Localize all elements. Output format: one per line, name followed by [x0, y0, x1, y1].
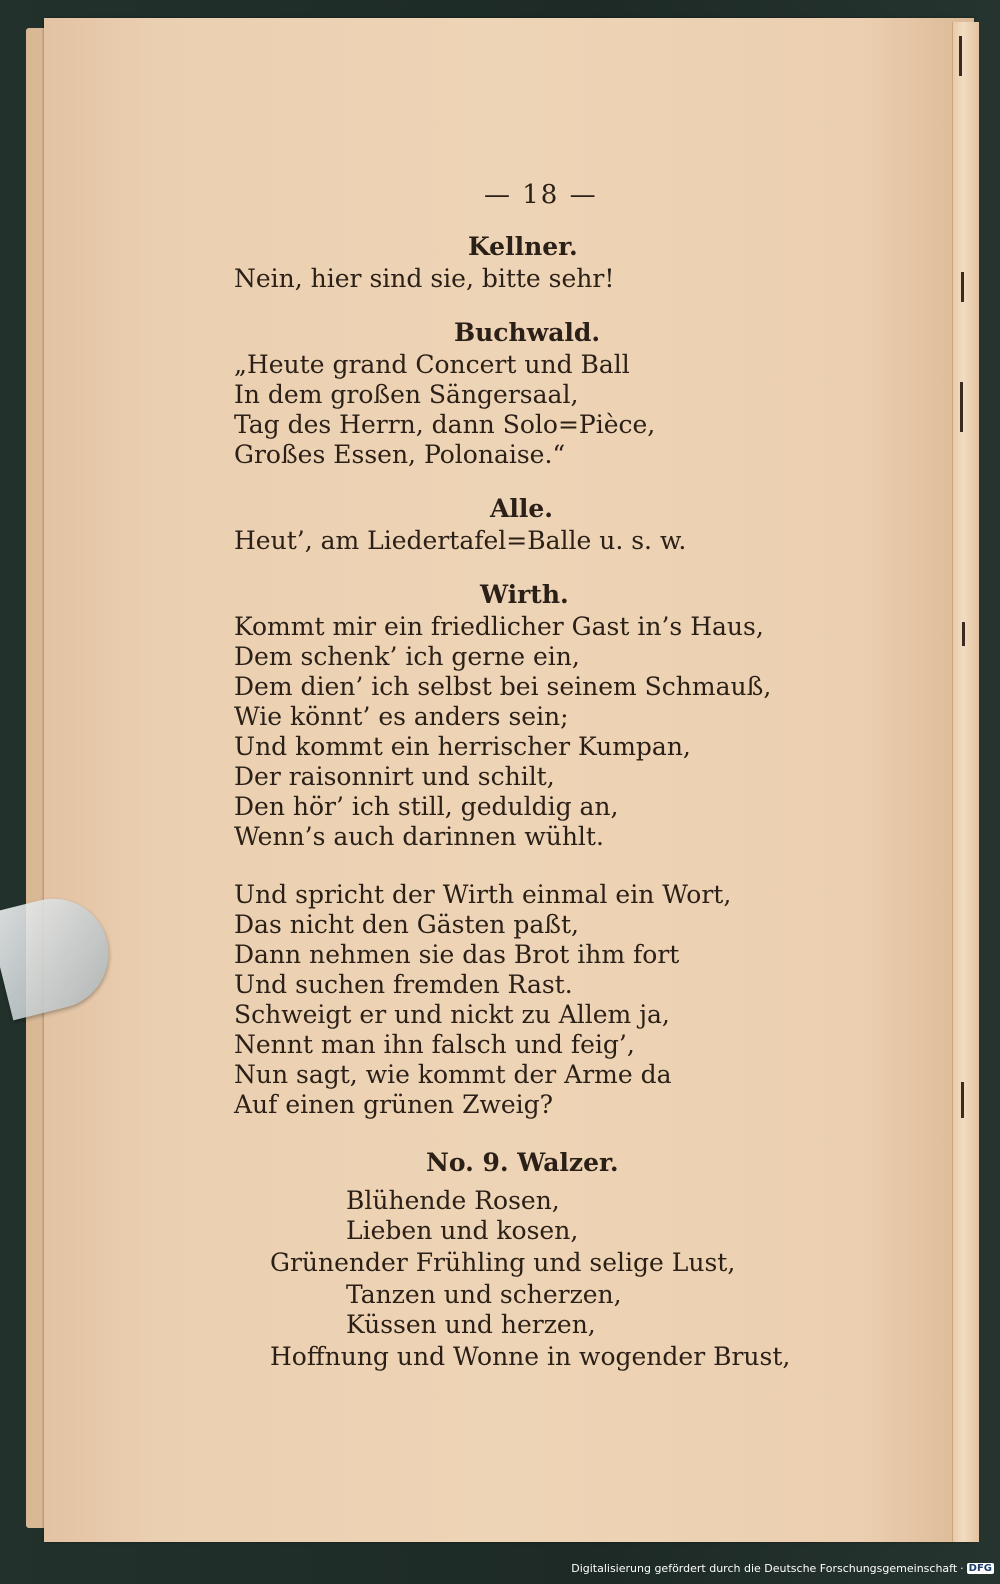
verse-line: Und spricht der Wirth einmal ein Wort,: [234, 880, 732, 909]
verse-line: Tag des Herrn, dann Solo=Pièce,: [234, 410, 656, 439]
verse-line: Kommt mir ein friedlicher Gast in’s Haus,: [234, 612, 764, 641]
verse-line: Wie könnt’ es anders sein;: [234, 702, 569, 731]
verse-line: Tanzen und scherzen,: [346, 1280, 622, 1309]
verse-line: Blühende Rosen,: [346, 1186, 560, 1215]
verse-line: Nein, hier sind sie, bitte sehr!: [234, 264, 615, 293]
verse-line: Und suchen fremden Rast.: [234, 970, 573, 999]
verse-line: Der raisonnirt und schilt,: [234, 762, 555, 791]
page-number: — 18 —: [484, 180, 598, 210]
footer-separator: ·: [960, 1562, 964, 1575]
speaker-wirth: Wirth.: [480, 580, 569, 609]
page-text: [44, 18, 974, 1542]
verse-line: Hoffnung und Wonne in wogender Brust,: [270, 1342, 791, 1371]
verse-line: „Heute grand Concert und Ball: [234, 350, 630, 379]
digitization-footer: [571, 1562, 994, 1575]
dfg-logo: DFG: [968, 1563, 992, 1574]
verse-line: Grünender Frühling und selige Lust,: [270, 1248, 736, 1277]
verse-line: Küssen und herzen,: [346, 1310, 596, 1339]
verse-line: Dann nehmen sie das Brot ihm fort: [234, 940, 680, 969]
verse-line: Großes Essen, Polonaise.“: [234, 440, 566, 469]
speaker-kellner: Kellner.: [468, 232, 578, 261]
verse-line: Heut’, am Liedertafel=Balle u. s. w.: [234, 526, 687, 555]
verse-line: Nennt man ihn falsch und feig’,: [234, 1030, 635, 1059]
speaker-alle: Alle.: [490, 494, 554, 523]
verse-line: In dem großen Sängersaal,: [234, 380, 579, 409]
speaker-buchwald: Buchwald.: [454, 318, 601, 347]
verse-line: Lieben und kosen,: [346, 1216, 579, 1245]
verse-line: Dem dien’ ich selbst bei seinem Schmauß,: [234, 672, 772, 701]
verse-line: Nun sagt, wie kommt der Arme da: [234, 1060, 672, 1089]
verse-line: Wenn’s auch darinnen wühlt.: [234, 822, 604, 851]
section-heading-waltz: No. 9. Walzer.: [426, 1148, 619, 1177]
verse-line: Dem schenk’ ich gerne ein,: [234, 642, 580, 671]
verse-line: Und kommt ein herrischer Kumpan,: [234, 732, 691, 761]
verse-line: Auf einen grünen Zweig?: [234, 1090, 554, 1119]
footer-text: Digitalisierung gefördert durch die Deutsche Forschungsgemeinschaft: [571, 1562, 958, 1575]
verse-line: Den hör’ ich still, geduldig an,: [234, 792, 619, 821]
verse-line: Das nicht den Gästen paßt,: [234, 910, 579, 939]
verse-line: Schweigt er und nickt zu Allem ja,: [234, 1000, 670, 1029]
